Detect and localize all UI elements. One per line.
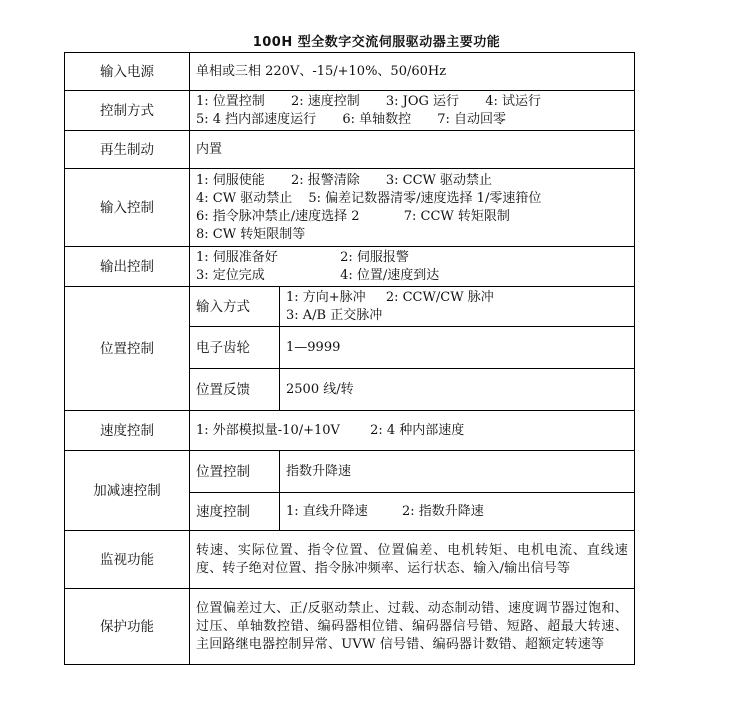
- row-label-accel-decel: 加减速控制: [65, 451, 190, 531]
- control-mode-line-2: [196, 111, 628, 129]
- feedback-value: 2500 线/转: [280, 369, 635, 411]
- list-item: 4: 位置/速度到达: [340, 267, 440, 283]
- sub-label-accel-position: 位置控制: [190, 451, 280, 493]
- output-control-line-1: [196, 249, 628, 267]
- list-item: 2: 速度控制: [290, 93, 360, 109]
- row-label-control-mode: 控制方式: [65, 91, 190, 131]
- list-item: 4: CW 驱动禁止: [196, 190, 293, 206]
- list-item: 3: CCW 驱动禁止: [385, 172, 493, 188]
- list-item: 1: 位置控制: [196, 93, 265, 109]
- table-row: [65, 247, 635, 287]
- table-row: [65, 531, 635, 589]
- speed-control-line-1: [196, 422, 628, 440]
- table-row: [65, 53, 635, 91]
- table-row: [65, 169, 635, 247]
- row-label-input-control: 输入控制: [65, 169, 190, 247]
- list-item: 3: 定位完成: [196, 267, 265, 283]
- sub-label-gear: 电子齿轮: [190, 327, 280, 369]
- accel-position-value: 指数升降速: [280, 451, 635, 493]
- table-row: [65, 589, 635, 665]
- speed-control-value: [190, 411, 635, 451]
- sub-label-accel-speed: 速度控制: [190, 493, 280, 531]
- row-label-position-control: 位置控制: [65, 287, 190, 411]
- list-item: 6: 单轴数控: [342, 111, 412, 127]
- input-mode-line-1: [286, 289, 628, 307]
- power-value: 单相或三相 220V、-15/+10%、50/60Hz: [190, 53, 635, 91]
- table-row: [65, 411, 635, 451]
- output-control-line-2: [196, 267, 628, 285]
- list-item: 1: 方向+脉冲: [286, 289, 366, 305]
- table-row: [65, 287, 635, 327]
- accel-speed-line-1: [286, 503, 628, 521]
- list-item: 2: CCW/CW 脉冲: [385, 289, 494, 305]
- accel-speed-value: [280, 493, 635, 531]
- row-label-regen: 再生制动: [65, 131, 190, 169]
- input-mode-value: [280, 287, 635, 327]
- list-item: 2: 指数升降速: [401, 503, 484, 519]
- list-item: 2: 4 种内部速度: [370, 422, 465, 438]
- list-item: 4: 试运行: [485, 93, 541, 109]
- list-item: 3: A/B 正交脉冲: [286, 307, 383, 323]
- row-label-speed-control: 速度控制: [65, 411, 190, 451]
- sub-label-feedback: 位置反馈: [190, 369, 280, 411]
- list-item: 1: 伺服准备好: [196, 249, 278, 265]
- list-item: 5: 4 挡内部速度运行: [196, 111, 317, 127]
- list-item: 5: 偏差记数器清零/速度选择 1/零速箝位: [308, 190, 542, 206]
- output-control-value: [190, 247, 635, 287]
- list-item: 7: 自动回零: [437, 111, 507, 127]
- control-mode-value: [190, 91, 635, 131]
- list-item: 2: 伺服报警: [340, 249, 409, 265]
- control-mode-line-1: [196, 93, 628, 111]
- regen-value: 内置: [190, 131, 635, 169]
- page-title: 100H 型全数字交流伺服驱动器主要功能: [252, 35, 501, 50]
- list-item: 1: 直线升降速: [286, 503, 368, 519]
- list-item: 1: 伺服使能: [196, 172, 265, 188]
- row-label-power: 输入电源: [65, 53, 190, 91]
- row-label-output-control: 输出控制: [65, 247, 190, 287]
- input-control-line-3: [196, 208, 628, 226]
- list-item: 7: CCW 转矩限制: [403, 208, 510, 224]
- list-item: 6: 指令脉冲禁止/速度选择 2: [196, 208, 360, 224]
- table-row: [65, 91, 635, 131]
- table-row: [65, 451, 635, 493]
- row-label-monitor: 监视功能: [65, 531, 190, 589]
- input-control-line-4: [196, 226, 628, 244]
- input-control-value: [190, 169, 635, 247]
- row-label-protection: 保护功能: [65, 589, 190, 665]
- protection-value: 位置偏差过大、正/反驱动禁止、过载、动态制动错、速度调节器过饱和、过压、单轴数控错、编码器相位错、编码器信号错、短路、超最大转速、主回路继电器控制异常、UVW 信号错、编码器计数错、超额定转速等: [190, 589, 635, 665]
- list-item: 3: JOG 运行: [385, 93, 460, 109]
- input-control-line-1: [196, 172, 628, 190]
- input-mode-line-2: [286, 307, 628, 325]
- input-control-line-2: [196, 190, 628, 208]
- gear-value: 1—9999: [280, 327, 635, 369]
- table-row: [65, 131, 635, 169]
- sub-label-input-mode: 输入方式: [190, 287, 280, 327]
- function-table: [64, 52, 635, 665]
- monitor-value: 转速、实际位置、指令位置、位置偏差、电机转矩、电机电流、直线速度、转子绝对位置、指令脉冲频率、运行状态、输入/输出信号等: [190, 531, 635, 589]
- list-item: 8: CW 转矩限制等: [196, 226, 306, 242]
- list-item: 2: 报警清除: [290, 172, 360, 188]
- list-item: 1: 外部模拟量-10/+10V: [196, 422, 340, 438]
